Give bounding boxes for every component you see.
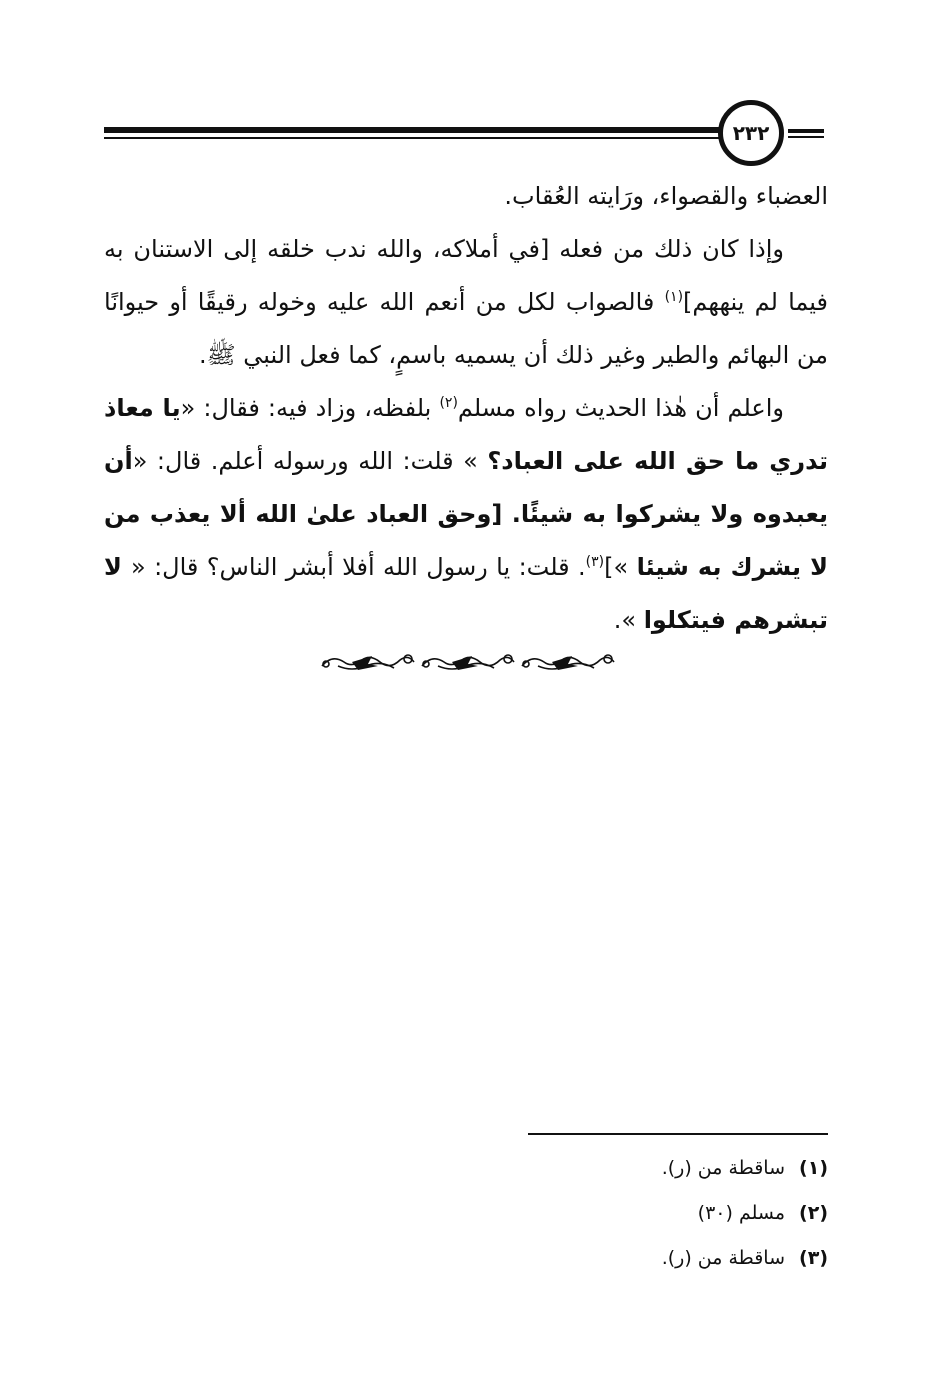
paragraph-text: وإذا كان ذلك من فعله [في أملاكه، والله ندب خلقه إلى الاستنان به فيما لم ينههم] — [104, 235, 828, 316]
footnote-marker: (١) — [664, 289, 684, 305]
hadith-text: لا تبشرهم فيتكلوا — [104, 553, 828, 634]
header-rule — [104, 127, 720, 141]
page-number: ٢٣٢ — [732, 121, 770, 145]
paragraph — [104, 223, 828, 382]
hadith-text: يا معاذ تدري ما حق الله على العباد؟ — [104, 394, 828, 475]
footnote-text: ساقطة من (ر). — [661, 1157, 786, 1179]
footnote-2 — [528, 1191, 828, 1236]
paragraph — [104, 170, 828, 223]
footnote-number: (٢) — [799, 1202, 828, 1224]
footnote-rule — [528, 1133, 828, 1135]
footnote-number: (١) — [799, 1157, 828, 1179]
footnote-1 — [528, 1146, 828, 1191]
paragraph-text: » قلت: الله ورسوله أعلم. قال: « — [132, 447, 488, 475]
hadith-text: أن يعبدوه ولا يشركوا به شيئًا. [وحق العباد علىٰ الله ألا يعذب من لا يشرك به شيئا — [104, 447, 828, 581]
footnote-number: (٣) — [799, 1247, 828, 1269]
footnote-text: ساقطة من (ر). — [661, 1247, 786, 1269]
footnote-3 — [528, 1236, 828, 1281]
footnote-text: مسلم (٣٠) — [697, 1202, 786, 1224]
floral-divider-ornament-icon — [318, 646, 618, 680]
paragraph-text: . قلت: يا رسول الله أفلا أبشر الناس؟ قال: « — [131, 553, 586, 581]
paragraph-text: العضباء والقصواء، ورَايته العُقاب. — [504, 182, 828, 210]
footnote-marker: (٢) — [439, 395, 458, 411]
footnote-marker: (٣) — [585, 554, 605, 570]
paragraph-text: بلفظه، وزاد فيه: فقال: « — [180, 394, 440, 422]
page-number-badge — [718, 100, 784, 166]
paragraph-text: ». — [613, 606, 644, 634]
header-rule-end — [788, 129, 824, 139]
paragraph — [104, 382, 828, 647]
paragraph-text: واعلم أن هٰذا الحديث رواه مسلم — [457, 394, 784, 422]
paragraph-text: فالصواب لكل من أنعم الله عليه وخوله رقيقًا أو حيوانًا من البهائم والطير وغير ذلك أن يسميه باسمٍ، كما فعل النبي ﷺ. — [104, 288, 828, 369]
footnotes — [528, 1146, 828, 1281]
body-text — [104, 170, 828, 647]
paragraph-text: »] — [604, 553, 637, 581]
